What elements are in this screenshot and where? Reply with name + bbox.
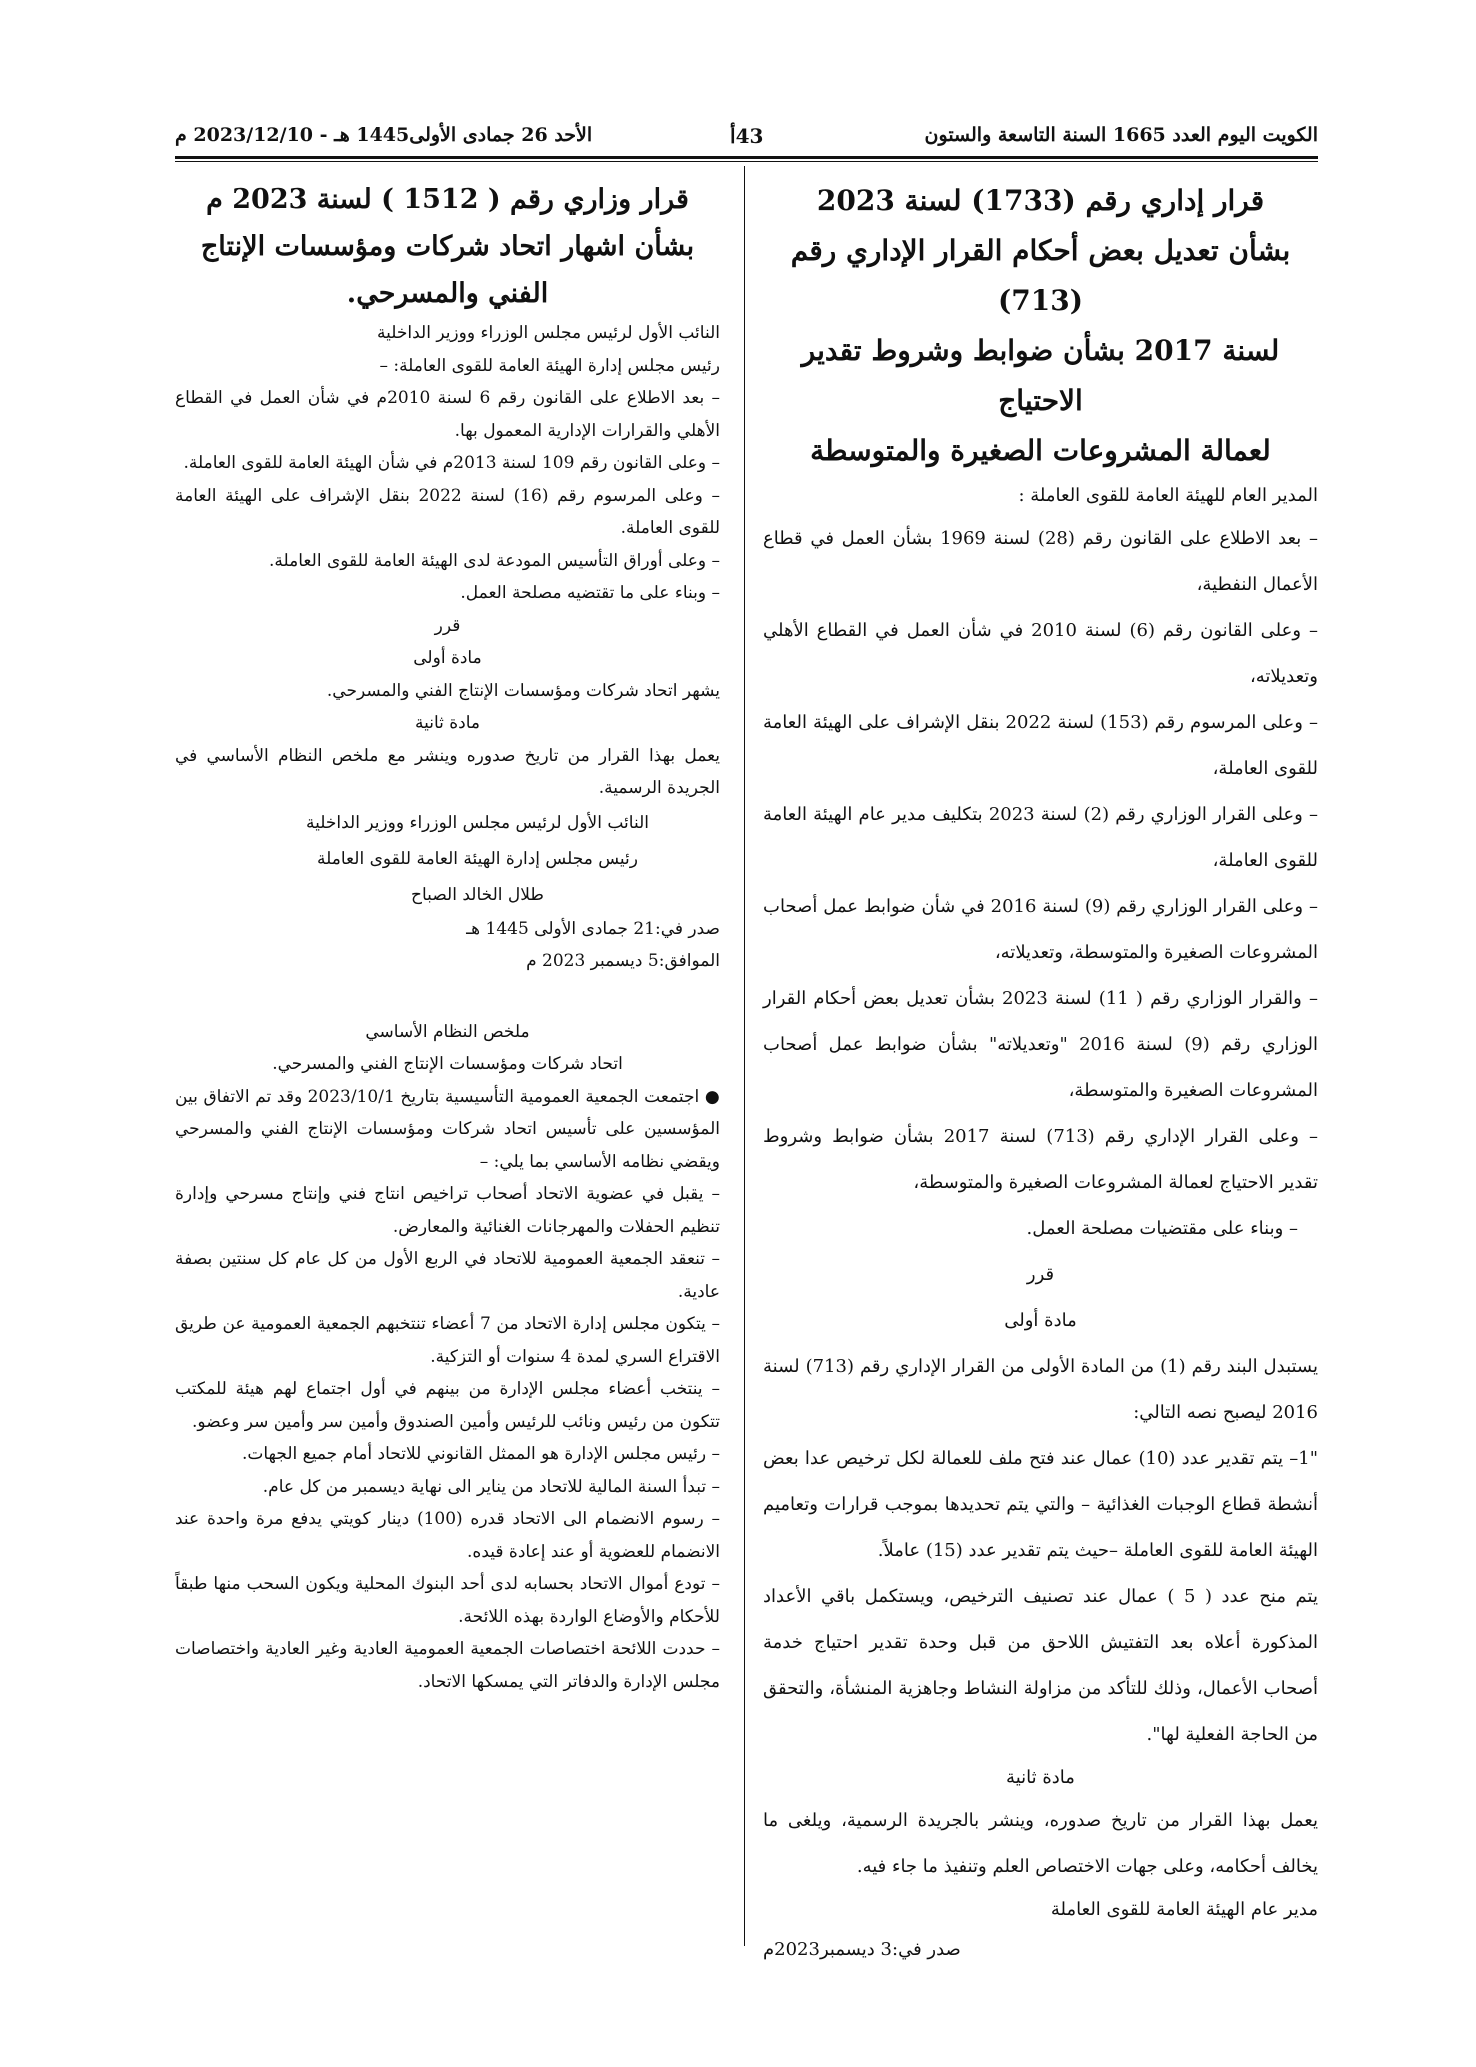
article-1-intro: يستبدل البند رقم (1) من المادة الأولى من القرار الإداري رقم (713) لسنة 2016 ليصبح نصه التالي: bbox=[763, 1356, 1318, 1423]
recital: – بعد الاطلاع على القانون رقم (28) لسنة 1969 بشأن العمل في قطاع الأعمال النفطية، bbox=[763, 528, 1318, 595]
article-1-text: "1– يتم تقدير عدد (10) عمال عند فتح ملف للعمالة لكل ترخيص عدا بعض أنشطة قطاع الوجبات الغذائية – والتي يتم تحديدها بموجب قرارات وتعاميم الهيئة العامة للقوى العاملة –حيث يتم تقدير عدد (15) عاملاً. bbox=[763, 1448, 1318, 1561]
article-2-heading: مادة ثانية bbox=[1006, 1767, 1075, 1788]
bylaws-intro: ● اجتمعت الجمعية العمومية التأسيسية بتاريخ 2023/10/1 وقد تم الاتفاق بين المؤسسين على تأسيس اتحاد شركات ومؤسسات الإنتاج الفني والمسرحي ويقضي نظامه الأساسي بما يلي: – bbox=[175, 1086, 721, 1172]
recital: – وعلى المرسوم رقم (153) لسنة 2022 بنقل الإشراف على الهيئة العامة للقوى العاملة، bbox=[763, 712, 1318, 779]
title-line: قرار إداري رقم (1733) لسنة 2023 bbox=[816, 184, 1265, 217]
bylaws-item: – يتكون مجلس إدارة الاتحاد من 7 أعضاء تنتخبهم الجمعية العمومية عن طريق الاقتراع السري لمدة 4 سنوات أو التزكية. bbox=[175, 1314, 720, 1367]
article-1-heading: مادة أولى bbox=[413, 648, 482, 668]
title-line: قرار وزاري رقم ( 1512 ) لسنة 2023 م bbox=[206, 184, 689, 215]
issue-date-line: صدر في:3 ديسمبر2023م bbox=[763, 1939, 961, 1960]
article-2-text: يعمل بهذا القرار من تاريخ صدوره وينشر مع ملخص النظام الأساسي في الجريدة الرسمية. bbox=[175, 745, 720, 798]
column-divider bbox=[744, 166, 745, 1946]
bylaws-title: ملخص النظام الأساسي bbox=[365, 1021, 530, 1042]
bylaws-subtitle: اتحاد شركات ومؤسسات الإنتاج الفني والمسرحي. bbox=[272, 1054, 623, 1074]
title-line: بشأن اشهار اتحاد شركات ومؤسسات الإنتاج bbox=[200, 231, 695, 262]
signature-name: طلال الخالد الصباح bbox=[411, 884, 544, 905]
bylaws-item: – حددت اللائحة اختصاصات الجمعية العمومية العادية وغير العادية واختصاصات مجلس الإدارة والدفاتر التي يمسكها الاتحاد. bbox=[175, 1639, 720, 1692]
header-rule-thin bbox=[175, 161, 1318, 162]
bylaws-item: – رسوم الانضمام الى الاتحاد قدره (100) دينار كويتي يدفع مرة واحدة عند الانضمام للعضوية أو عند إعادة قيده. bbox=[175, 1509, 720, 1562]
recital: – وعلى القانون رقم (6) لسنة 2010 في شأن العمل في القطاع الأهلي وتعديلاته، bbox=[763, 620, 1319, 687]
article-2-text: يعمل بهذا القرار من تاريخ صدوره، وينشر بالجريدة الرسمية، ويلغى ما يخالف أحكامه، وعلى جهات الاختصاص العلم وتنفيذ ما جاء فيه. bbox=[763, 1810, 1318, 1877]
signature-block bbox=[175, 805, 720, 913]
date-line: الموافق:5 ديسمبر 2023 م bbox=[526, 951, 720, 971]
decided-heading: قرر bbox=[1026, 1264, 1055, 1285]
decided-heading: قرر bbox=[434, 615, 461, 636]
issuer: المدير العام للهيئة العامة للقوى العاملة : bbox=[1018, 485, 1318, 506]
gazette-issue-info: الكويت اليوم العدد 1665 السنة التاسعة والستون bbox=[924, 124, 1318, 146]
page-number: 43أ bbox=[730, 124, 764, 148]
bylaws-item: – ينتخب أعضاء مجلس الإدارة من بينهم في أول اجتماع لهم هيئة للمكتب تتكون من رئيس ونائب للرئيس وأمين الصندوق وأمين سر وأمين سر وعضو. bbox=[175, 1379, 720, 1432]
date-block bbox=[175, 913, 720, 978]
signature: مدير عام الهيئة العامة للقوى العاملة bbox=[1050, 1899, 1318, 1920]
bylaws-item: – يقبل في عضوية الاتحاد أصحاب تراخيص انتاج فني وإنتاج مسرحي وإدارة تنظيم الحفلات والمهرجانات الغنائية والمعارض. bbox=[175, 1184, 720, 1237]
recital: – والقرار الوزاري رقم ( 11) لسنة 2023 بشأن تعديل بعض أحكام القرار الوزاري رقم (9) لسنة 2016 "وتعديلاته" بشأن ضوابط عمل أصحاب المشروعات الصغيرة والمتوسطة، bbox=[763, 988, 1319, 1101]
article-1-text: يشهر اتحاد شركات ومؤسسات الإنتاج الفني والمسرحي. bbox=[326, 680, 720, 701]
issuer-line: النائب الأول لرئيس مجلس الوزراء ووزير الداخلية bbox=[376, 323, 720, 343]
recital: – وبناء على ما تقتضيه مصلحة العمل. bbox=[460, 583, 720, 603]
page-header bbox=[175, 118, 1318, 154]
recital: – وعلى القرار الوزاري رقم (9) لسنة 2016 في شأن ضوابط عمل أصحاب المشروعات الصغيرة والمتوسطة، وتعديلاته، bbox=[763, 896, 1318, 963]
bylaws-item: – تبدأ السنة المالية للاتحاد من يناير الى نهاية ديسمبر من كل عام. bbox=[262, 1476, 720, 1497]
bylaws-item: – تودع أموال الاتحاد بحسابه لدى أحد البنوك المحلية ويكون السحب منها طبقاً للأحكام والأوضاع الواردة بهذه اللائحة. bbox=[175, 1574, 720, 1627]
recital: – وعلى القرار الوزاري رقم (2) لسنة 2023 بتكليف مدير عام الهيئة العامة للقوى العاملة، bbox=[763, 804, 1319, 871]
bylaws-item: – رئيس مجلس الإدارة هو الممثل القانوني للاتحاد أمام جميع الجهات. bbox=[241, 1444, 720, 1464]
article-1-text-2: يتم منح عدد ( 5 ) عمال عند تصنيف الترخيص، ويستكمل باقي الأعداد المذكورة أعلاه بعد التفتيش اللاحق من قبل وحدة تقدير احتياج خدمة أصحاب الأعمال، وذلك للتأكد من مزاولة النشاط وجاهزية المنشأة، والتحقق من الحاجة الفعلية لها". bbox=[763, 1586, 1318, 1745]
title-line: لعمالة المشروعات الصغيرة والمتوسطة bbox=[810, 434, 1271, 467]
title-line: لسنة 2017 بشأن ضوابط وشروط تقدير الاحتياج bbox=[801, 334, 1280, 417]
decision-1733-column bbox=[763, 176, 1318, 1970]
recital: – وعلى القرار الإداري رقم (713) لسنة 2017 بشأن ضوابط وشروط تقدير الاحتياج لعمالة المشروعات الصغيرة والمتوسطة، bbox=[763, 1126, 1318, 1193]
issue-date: الأحد 26 جمادى الأولى1445 هـ - 2023/12/10 م bbox=[175, 124, 593, 146]
bylaws-item: – تنعقد الجمعية العمومية للاتحاد في الربع الأول من كل عام كل سنتين بصفة عادية. bbox=[175, 1249, 720, 1302]
title-line: بشأن تعديل بعض أحكام القرار الإداري رقم (713) bbox=[790, 234, 1291, 317]
issuer-line: رئيس مجلس إدارة الهيئة العامة للقوى العاملة: – bbox=[379, 355, 720, 376]
article-2-heading: مادة ثانية bbox=[414, 713, 481, 733]
decision-1512-column bbox=[175, 176, 720, 1698]
spacer bbox=[175, 978, 720, 1016]
header-rule bbox=[175, 156, 1318, 159]
recital: – وعلى أوراق التأسيس المودعة لدى الهيئة العامة للقوى العاملة. bbox=[269, 550, 720, 571]
title-line: الفني والمسرحي. bbox=[346, 278, 549, 309]
recital: – وعلى القانون رقم 109 لسنة 2013م في شأن الهيئة العامة للقوى العاملة. bbox=[183, 453, 720, 473]
recital: – بعد الاطلاع على القانون رقم 6 لسنة 2010م في شأن العمل في القطاع الأهلي والقرارات الإدارية المعمول بها. bbox=[175, 388, 720, 441]
date-line: صدر في:21 جمادى الأولى 1445 هـ bbox=[466, 918, 720, 939]
recital: – وعلى المرسوم رقم (16) لسنة 2022 بنقل الإشراف على الهيئة العامة للقوى العاملة. bbox=[175, 485, 720, 538]
decision-1512-title bbox=[175, 176, 720, 317]
decision-1733-title bbox=[763, 176, 1318, 476]
signature-line: النائب الأول لرئيس مجلس الوزراء ووزير الداخلية bbox=[305, 812, 649, 833]
article-1-heading: مادة أولى bbox=[1004, 1310, 1077, 1331]
recital: – وبناء على مقتضيات مصلحة العمل. bbox=[1026, 1218, 1298, 1239]
signature-line: رئيس مجلس إدارة الهيئة العامة للقوى العاملة bbox=[317, 848, 638, 869]
